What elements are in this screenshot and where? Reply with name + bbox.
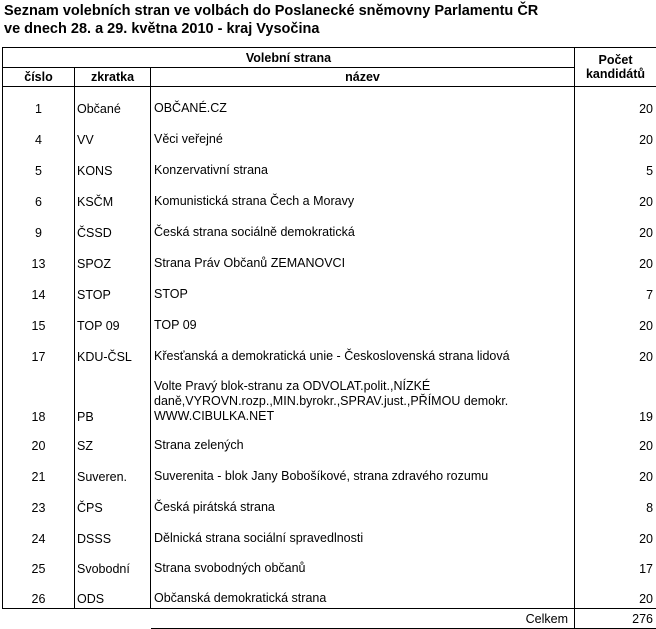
party-name-line: Strana Práv Občanů ZEMANOVCI [154, 256, 574, 271]
party-number: 9 [3, 211, 75, 242]
party-number: 20 [3, 426, 75, 455]
footer-spacer [3, 609, 75, 629]
party-name-line: OBČANÉ.CZ [154, 101, 574, 116]
party-number: 21 [3, 455, 75, 486]
document-title [4, 2, 538, 38]
party-number: 26 [3, 578, 75, 609]
party-abbreviation: DSSS [75, 517, 151, 548]
party-name [151, 273, 575, 304]
candidate-count: 20 [575, 87, 656, 118]
title-line-1: Seznam volebních stran ve volbách do Poslanecké sněmovny Parlamentu ČR [4, 2, 538, 20]
party-name [151, 118, 575, 149]
party-name [151, 455, 575, 486]
party-name-line: Suverenita - blok Jany Bobošíkové, strana zdravého rozumu [154, 469, 574, 484]
table-row [3, 366, 656, 426]
header-party-group: Volební strana [3, 48, 575, 68]
party-name [151, 87, 575, 118]
table-row [3, 242, 656, 273]
party-name-line: Strana svobodných občanů [154, 561, 574, 576]
party-name-line: daně,VYROVN.rozp.,MIN.byrokr.,SPRAV.just.,PŘÍMOU demokr. [154, 394, 574, 409]
party-table [2, 47, 656, 629]
party-name [151, 242, 575, 273]
party-name-line: WWW.CIBULKA.NET [154, 409, 574, 424]
party-number: 1 [3, 87, 75, 118]
party-name [151, 548, 575, 578]
party-name-line: Konzervativní strana [154, 163, 574, 178]
party-name [151, 335, 575, 366]
party-abbreviation: KSČM [75, 180, 151, 211]
party-abbreviation: KONS [75, 149, 151, 180]
party-name [151, 149, 575, 180]
party-name-line: Česká strana sociálně demokratická [154, 225, 574, 240]
party-name [151, 426, 575, 455]
candidate-count: 20 [575, 578, 656, 609]
party-abbreviation: Svobodní [75, 548, 151, 578]
party-number: 13 [3, 242, 75, 273]
party-number: 24 [3, 517, 75, 548]
party-name-line: Česká pirátská strana [154, 500, 574, 515]
party-number: 23 [3, 486, 75, 517]
party-abbreviation: Suveren. [75, 455, 151, 486]
candidate-count: 20 [575, 426, 656, 455]
candidate-count: 20 [575, 242, 656, 273]
table-body [3, 87, 656, 609]
party-abbreviation: Občané [75, 87, 151, 118]
party-abbreviation: TOP 09 [75, 304, 151, 335]
table-row [3, 335, 656, 366]
table-row [3, 118, 656, 149]
party-abbreviation: SPOZ [75, 242, 151, 273]
table-row [3, 548, 656, 578]
party-abbreviation: ODS [75, 578, 151, 609]
party-name [151, 517, 575, 548]
party-abbreviation: ČSSD [75, 211, 151, 242]
footer-total-label: Celkem [151, 609, 575, 629]
party-name [151, 578, 575, 609]
party-name-line: Dělnická strana sociální spravedlnosti [154, 531, 574, 546]
candidate-count: 20 [575, 455, 656, 486]
header-abbreviation: zkratka [75, 68, 151, 87]
party-name-line: Občanská demokratická strana [154, 591, 574, 606]
party-name-line: Komunistická strana Čech a Moravy [154, 194, 574, 209]
header-number: číslo [3, 68, 75, 87]
party-abbreviation: VV [75, 118, 151, 149]
table-row [3, 517, 656, 548]
party-abbreviation: PB [75, 366, 151, 426]
party-name [151, 304, 575, 335]
party-number: 5 [3, 149, 75, 180]
party-name [151, 486, 575, 517]
footer-total-value: 276 [575, 609, 656, 629]
party-name-line: TOP 09 [154, 318, 574, 333]
party-name-line: Křesťanská a demokratická unie - Československá strana lidová [154, 349, 574, 364]
party-number: 6 [3, 180, 75, 211]
party-number: 25 [3, 548, 75, 578]
party-name-line: Volte Pravý blok-stranu za ODVOLAT.polit.,NÍZKÉ [154, 379, 574, 394]
table-row [3, 578, 656, 609]
table-row [3, 486, 656, 517]
party-number: 14 [3, 273, 75, 304]
party-number: 15 [3, 304, 75, 335]
table-row [3, 426, 656, 455]
party-abbreviation: ČPS [75, 486, 151, 517]
candidate-count: 19 [575, 366, 656, 426]
table-row [3, 180, 656, 211]
candidate-count: 20 [575, 211, 656, 242]
footer-spacer [75, 609, 151, 629]
party-name-line: Strana zelených [154, 438, 574, 453]
party-name [151, 366, 575, 426]
party-name-line: STOP [154, 287, 574, 302]
candidate-count: 8 [575, 486, 656, 517]
title-line-2: ve dnech 28. a 29. května 2010 - kraj Vysočina [4, 20, 538, 38]
table-row [3, 87, 656, 118]
header-candidate-count [575, 48, 656, 87]
party-abbreviation: SZ [75, 426, 151, 455]
header-name: název [151, 68, 575, 87]
party-number: 17 [3, 335, 75, 366]
candidate-count: 20 [575, 304, 656, 335]
party-name [151, 211, 575, 242]
table-row [3, 455, 656, 486]
candidate-count: 20 [575, 180, 656, 211]
table-row [3, 304, 656, 335]
candidate-count: 5 [575, 149, 656, 180]
candidate-count: 17 [575, 548, 656, 578]
table-row [3, 149, 656, 180]
table-row [3, 273, 656, 304]
party-abbreviation: KDU-ČSL [75, 335, 151, 366]
party-number: 18 [3, 366, 75, 426]
header-count-line-2: kandidátů [575, 67, 656, 81]
candidate-count: 7 [575, 273, 656, 304]
party-abbreviation: STOP [75, 273, 151, 304]
candidate-count: 20 [575, 118, 656, 149]
party-number: 4 [3, 118, 75, 149]
candidate-count: 20 [575, 517, 656, 548]
table-row [3, 211, 656, 242]
header-count-line-1: Počet [575, 53, 656, 67]
party-name-line: Věci veřejné [154, 132, 574, 147]
party-name [151, 180, 575, 211]
candidate-count: 20 [575, 335, 656, 366]
